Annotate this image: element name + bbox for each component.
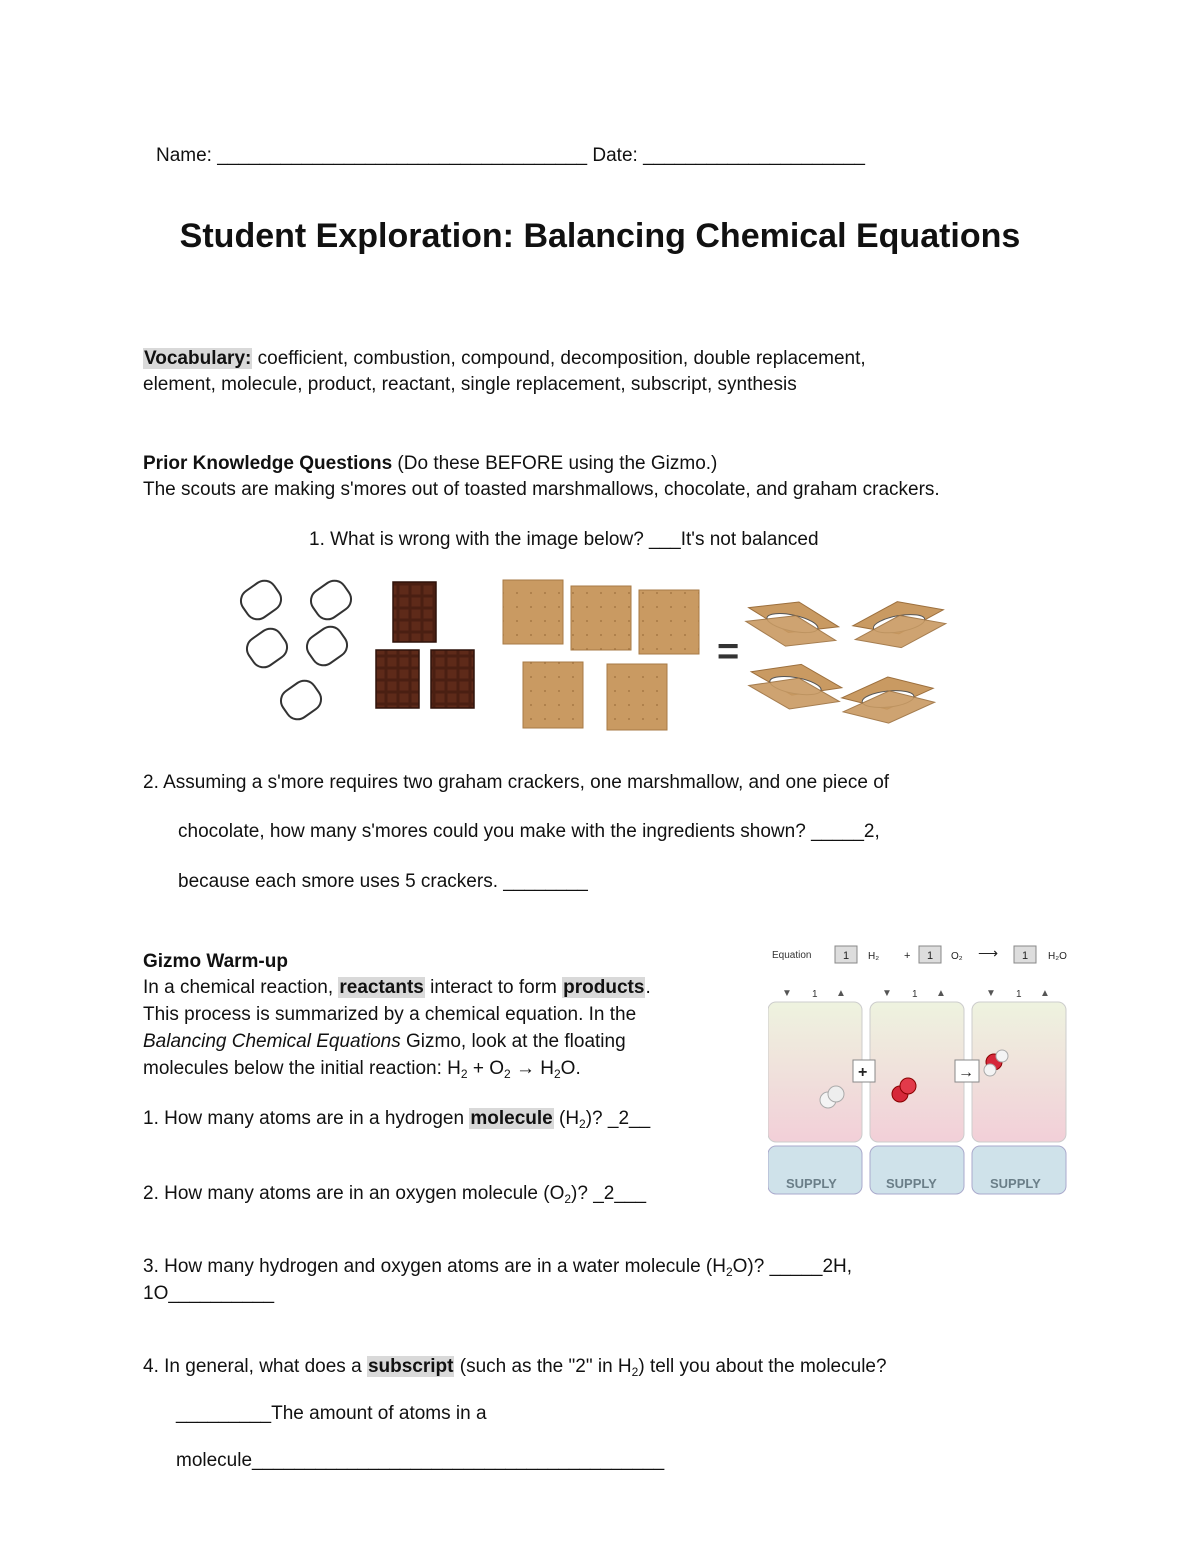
equation-plus: +: [904, 950, 911, 962]
date-field[interactable]: _____________________: [643, 145, 865, 166]
equation-arrow: ⟶: [978, 945, 999, 961]
subscript: 2: [460, 1067, 468, 1081]
vocabulary-line-1: [143, 346, 866, 372]
products-term: products: [563, 977, 645, 998]
subscript: 2: [553, 1067, 561, 1081]
subscript: 2: [564, 1192, 572, 1206]
chocolate-bar-icon: [431, 650, 474, 708]
warmup-question-4-line-2: _________The amount of atoms in a: [176, 1403, 487, 1424]
warmup-question-1: [143, 1106, 650, 1132]
question-text: 4. In general, what does a: [143, 1356, 367, 1377]
equation-label: Equation: [772, 950, 812, 961]
smores-illustration: [230, 572, 970, 742]
species-h2: H₂: [868, 951, 880, 962]
subscript-term: subscript: [367, 1356, 454, 1377]
smore-icon: [746, 656, 845, 717]
up-arrow-icon[interactable]: ▲: [936, 988, 946, 999]
molecule-count: 1: [912, 989, 918, 1000]
smore-icon: [850, 594, 949, 655]
warmup-text: In a chemical reaction,: [143, 977, 339, 998]
marshmallow-icon: [306, 576, 355, 624]
warmup-paragraph-line-4: [143, 1056, 581, 1082]
name-field[interactable]: ___________________________________: [217, 145, 588, 166]
plus-sign: +: [858, 1064, 868, 1081]
warmup-heading: Gizmo Warm-up: [143, 951, 288, 972]
graham-cracker-icon: [639, 590, 699, 654]
prior-knowledge-note: (Do these BEFORE using the Gizmo.): [392, 453, 718, 474]
question-text: (such as the "2" in H: [454, 1356, 632, 1377]
subscript: 2: [725, 1265, 733, 1279]
warmup-question-4-line-3: molecule_______________________________________: [176, 1450, 665, 1471]
subscript: 2: [504, 1067, 511, 1081]
name-date-line: [156, 143, 865, 169]
gizmo-name: Balancing Chemical Equations: [143, 1031, 401, 1052]
vocabulary-label: Vocabulary:: [144, 348, 252, 369]
warmup-question-4: [143, 1354, 887, 1380]
question-text: 1. How many atoms are in a hydrogen: [143, 1108, 470, 1129]
warmup-text: → H: [510, 1058, 554, 1079]
warmup-text: .: [645, 977, 651, 998]
question-text: O)? _____2H,: [732, 1256, 853, 1277]
warmup-question-3: [143, 1254, 852, 1280]
warmup-question-2: [143, 1181, 646, 1207]
marshmallow-icons: [236, 576, 355, 724]
gizmo-panel-o2: [870, 988, 964, 1194]
question-text: )? _2___: [571, 1183, 647, 1204]
smore-icons: [742, 592, 948, 728]
subscript: 2: [631, 1365, 639, 1379]
down-arrow-icon[interactable]: ▼: [986, 988, 996, 999]
date-label: Date:: [592, 145, 638, 166]
question-text: ) tell you about the molecule?: [638, 1356, 887, 1377]
marshmallow-icon: [242, 624, 291, 672]
question-text: 3. How many hydrogen and oxygen atoms are in a water molecule (H: [143, 1256, 726, 1277]
subscript: 2: [579, 1117, 586, 1131]
prior-question-2-line-1: 2. Assuming a s'more requires two graham crackers, one marshmallow, and one piece of: [143, 772, 890, 793]
warmup-text: O.: [560, 1058, 581, 1079]
warmup-text: molecules below the initial reaction: H: [143, 1058, 461, 1079]
molecule-count: 1: [812, 989, 818, 1000]
marshmallow-icon: [276, 676, 325, 724]
up-arrow-icon[interactable]: ▲: [1040, 988, 1050, 999]
equals-sign: =: [717, 631, 740, 673]
graham-cracker-icon: [571, 586, 631, 650]
reactants-term: reactants: [339, 977, 424, 998]
warmup-text: interact to form: [424, 977, 563, 998]
down-arrow-icon[interactable]: ▼: [782, 988, 792, 999]
arrow-sign: →: [958, 1064, 974, 1081]
warmup-paragraph-line-1: [143, 975, 651, 1001]
species-h2o: H₂O: [1048, 951, 1067, 962]
warmup-text: Gizmo, look at the floating: [400, 1031, 626, 1052]
prior-question-2-line-2: chocolate, how many s'mores could you make with the ingredients shown? _____2,: [178, 821, 880, 842]
graham-cracker-icon: [503, 580, 563, 644]
marshmallow-icon: [236, 576, 285, 624]
question-text: (H: [553, 1108, 580, 1129]
supply-button[interactable]: SUPPLY: [886, 1176, 937, 1191]
name-label: Name:: [156, 145, 212, 166]
question-text: 2. How many atoms are in an oxygen molecule (O: [143, 1183, 565, 1204]
gizmo-screenshot: [768, 940, 1078, 1196]
up-arrow-icon[interactable]: ▲: [836, 988, 846, 999]
warmup-question-3-line-2: 1O__________: [143, 1283, 275, 1304]
chocolate-bar-icons: [376, 582, 474, 708]
marshmallow-icon: [302, 622, 351, 670]
gizmo-panel-h2: [768, 988, 862, 1194]
supply-button[interactable]: SUPPLY: [990, 1176, 1041, 1191]
species-o2: O₂: [951, 951, 963, 962]
vocabulary-line-2: element, molecule, product, reactant, single replacement, subscript, synthesis: [143, 374, 797, 395]
coefficient-value: 1: [843, 950, 850, 962]
vocabulary-terms-1: coefficient, combustion, compound, decomposition, double replacement,: [252, 348, 866, 369]
chocolate-bar-icon: [376, 650, 419, 708]
coefficient-value: 1: [927, 950, 934, 962]
supply-button[interactable]: SUPPLY: [786, 1176, 837, 1191]
warmup-paragraph-line-2: This process is summarized by a chemical equation. In the: [143, 1004, 637, 1025]
gizmo-panel-h2o: [972, 988, 1066, 1194]
smore-icon: [742, 592, 842, 656]
prior-question-1: 1. What is wrong with the image below? ___It's not balanced: [309, 529, 819, 550]
coefficient-value: 1: [1022, 950, 1029, 962]
down-arrow-icon[interactable]: ▼: [882, 988, 892, 999]
warmup-text: + O: [467, 1058, 505, 1079]
question-text: )? _2__: [585, 1108, 651, 1129]
molecule-count: 1: [1016, 989, 1022, 1000]
graham-cracker-icon: [607, 664, 667, 730]
molecule-term: molecule: [470, 1108, 553, 1129]
prior-knowledge-heading-line: [143, 451, 717, 477]
prior-knowledge-intro: The scouts are making s'mores out of toasted marshmallows, chocolate, and graham crackers.: [143, 479, 940, 500]
prior-question-2-line-3: because each smore uses 5 crackers. ________: [178, 871, 588, 892]
graham-cracker-icons: [503, 580, 699, 730]
page-title: Student Exploration: Balancing Chemical Equations: [179, 217, 1021, 255]
warmup-paragraph-line-3: [143, 1029, 626, 1055]
smore-icon: [840, 672, 936, 727]
prior-knowledge-heading: Prior Knowledge Questions: [143, 453, 393, 474]
graham-cracker-icon: [523, 662, 583, 728]
chocolate-bar-icon: [393, 582, 436, 642]
